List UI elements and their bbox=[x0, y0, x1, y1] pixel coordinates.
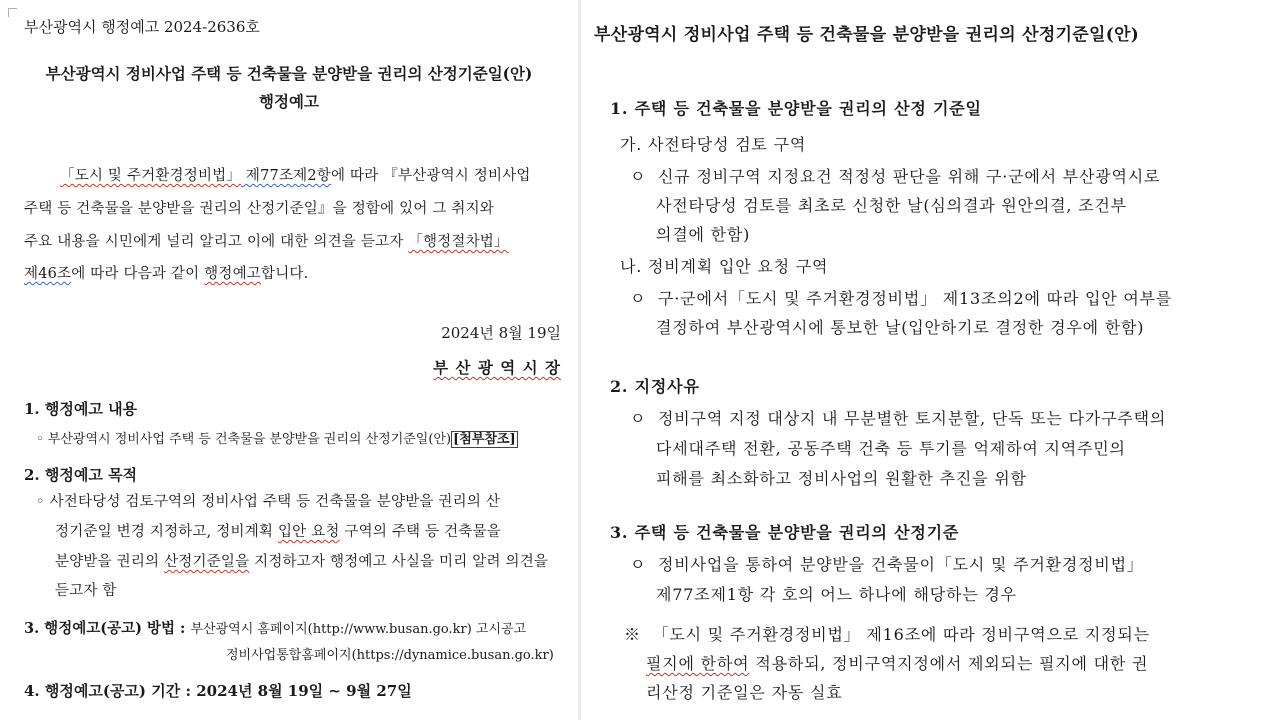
intro-text: 행정예고 bbox=[204, 266, 261, 282]
signer bbox=[433, 356, 561, 378]
r-s2-line-1 bbox=[630, 406, 1166, 429]
r-note-line-1 bbox=[624, 622, 1150, 645]
r-ga-text: 신규 정비구역 지정요건 적정성 판단을 위해 구·군에서 부산광역시로 bbox=[658, 167, 1161, 186]
r-ga-line-1 bbox=[630, 164, 1160, 187]
r-subsection-na: 나. 정비계획 입안 요청 구역 bbox=[620, 257, 829, 276]
r-s3-text: 정비사업을 통하여 분양받을 건축물이「도시 및 주거환경정비법」 bbox=[658, 555, 1144, 574]
bullet: ◦ bbox=[36, 494, 45, 510]
section-1-heading: 1. 행정예고 내용 bbox=[24, 400, 138, 418]
r-s2-text: 정비구역 지정 대상지 내 무분별한 토지분할, 단독 또는 다가구주택의 bbox=[658, 409, 1167, 428]
r-section-1-heading: 1. 주택 등 건축물을 분양받을 권리의 산정 기준일 bbox=[610, 99, 982, 118]
document-subtitle: 행정예고 bbox=[259, 92, 319, 111]
intro-line-4 bbox=[24, 262, 308, 283]
r-note-line-3: 리산정 기준일은 자동 실효 bbox=[646, 683, 843, 702]
intro-line-1 bbox=[60, 164, 531, 185]
section-2-line-4: 듣고자 함 bbox=[55, 583, 117, 599]
section-2-line-3 bbox=[55, 550, 548, 571]
r-na-line-1 bbox=[630, 286, 1172, 309]
r-s2-line-3: 피해를 최소화하고 정비사업의 원활한 추진을 위함 bbox=[656, 469, 1027, 488]
r-ga-line-3: 의결에 한함) bbox=[656, 225, 751, 244]
page-corner-mark bbox=[8, 8, 17, 17]
section-3-heading: 3. 행정예고(공고) 방법 : bbox=[24, 620, 191, 637]
intro-text: 합니다. bbox=[261, 266, 309, 282]
attachment-title: 부산광역시 정비사업 주택 등 건축물을 분양받을 권리의 산정기준일(안) bbox=[594, 25, 1140, 45]
section-3-line-2: 정비사업통합홈페이지(https://dynamice.busan.go.kr) bbox=[226, 648, 554, 663]
section-2-text: 입안 요청 bbox=[277, 524, 340, 540]
section-2-text: 분양받을 권리의 bbox=[55, 554, 165, 570]
r-s2-line-2: 다세대주택 전환, 공동주택 건축 등 투기를 억제하여 지역주민의 bbox=[656, 439, 1126, 458]
r-section-2-heading: 2. 지정사유 bbox=[610, 377, 700, 396]
signer-name: 부 산 광 역 시 장 bbox=[433, 358, 561, 377]
section-2-text: 산정기준일을 bbox=[164, 554, 250, 570]
article-reference: 제77조제2항 bbox=[241, 168, 332, 184]
section-4-heading: 4. 행정예고(공고) 기간 : 2024년 8월 19일 ~ 9월 27일 bbox=[24, 682, 412, 700]
r-s3-line-1 bbox=[630, 552, 1144, 575]
r-subsection-ga: 가. 사전타당성 검토 구역 bbox=[620, 135, 807, 154]
section-2-text: 정기준일 변경 지정하고, 정비계획 bbox=[55, 524, 278, 540]
bullet: ㅇ bbox=[630, 409, 647, 428]
intro-line-2: 주택 등 건축물을 분양받을 권리의 산정기준일』을 정함에 있어 그 취지와 bbox=[24, 201, 494, 217]
right-document-page bbox=[584, 0, 1280, 720]
note-mark: ※ bbox=[624, 625, 641, 644]
intro-text: 주요 내용을 시민에게 널리 알리고 이에 대한 의견을 듣고자 bbox=[24, 234, 409, 250]
r-note-line-2 bbox=[646, 651, 1148, 674]
notice-number: 부산광역시 행정예고 2024-2636호 bbox=[24, 18, 260, 36]
notice-date: 2024년 8월 19일 bbox=[441, 324, 561, 342]
left-document-page bbox=[0, 0, 575, 720]
bullet: ㅇ bbox=[630, 289, 647, 308]
section-2-heading: 2. 행정예고 목적 bbox=[24, 466, 138, 484]
page-divider bbox=[578, 0, 581, 720]
r-s3-line-2: 제77조제1항 각 호의 어느 하나에 해당하는 경우 bbox=[656, 585, 1017, 604]
bullet: ◦ bbox=[36, 432, 44, 447]
bullet: ㅇ bbox=[630, 555, 647, 574]
intro-line-3 bbox=[24, 230, 509, 251]
r-note-text: 「도시 및 주거환경정비법」 제16조에 따라 정비구역으로 지정되는 bbox=[652, 625, 1150, 644]
intro-text: 에 따라 『부산광역시 정비사업 bbox=[331, 168, 531, 184]
r-na-line-2: 결정하여 부산광역시에 통보한 날(입안하기로 결정한 경우에 한함) bbox=[656, 318, 1145, 337]
intro-text: 에 따라 다음과 같이 bbox=[71, 266, 205, 282]
section-2-text: 지정하고자 행정예고 사실을 미리 알려 의견을 bbox=[249, 554, 549, 570]
document-title: 부산광역시 정비사업 주택 등 건축물을 분양받을 권리의 산정기준일(안) bbox=[45, 64, 533, 83]
r-note-text: 필지에 한하여 bbox=[646, 654, 750, 673]
r-section-3-heading: 3. 주택 등 건축물을 분양받을 권리의 산정기준 bbox=[610, 523, 960, 542]
law-reference: 「도시 및 주거환경정비법」 bbox=[60, 168, 242, 184]
section-3-text: 부산광역시 홈페이지(http://www.busan.go.kr) 고시공고 bbox=[190, 622, 527, 637]
r-ga-line-2: 사전타당성 검토를 최초로 신청한 날(심의결과 원안의결, 조건부 bbox=[656, 196, 1127, 215]
section-2-line-2 bbox=[55, 520, 501, 541]
section-2-text: 사전타당성 검토구역의 정비사업 주택 등 건축물을 분양받을 권리의 산 bbox=[49, 494, 501, 510]
r-note-text: 적용하되, 정비구역지정에서 제외되는 필지에 대한 권 bbox=[749, 654, 1149, 673]
bullet: ㅇ bbox=[630, 167, 647, 186]
attachment-reference: [첨부참조] bbox=[453, 432, 516, 447]
section-2-text: 구역의 주택 등 건축물을 bbox=[339, 524, 501, 540]
r-na-text: 구·군에서「도시 및 주거환경정비법」 제13조의2에 따라 입안 여부를 bbox=[658, 289, 1173, 308]
article-reference: 제46조 bbox=[24, 266, 72, 282]
law-reference: 「행정절차법」 bbox=[408, 234, 509, 250]
section-2-line-1 bbox=[36, 490, 500, 511]
section-1-item bbox=[36, 428, 518, 447]
section-3-line-1 bbox=[24, 617, 526, 638]
section-1-text: 부산광역시 정비사업 주택 등 건축물을 분양받을 권리의 산정기준일(안) bbox=[47, 432, 452, 447]
